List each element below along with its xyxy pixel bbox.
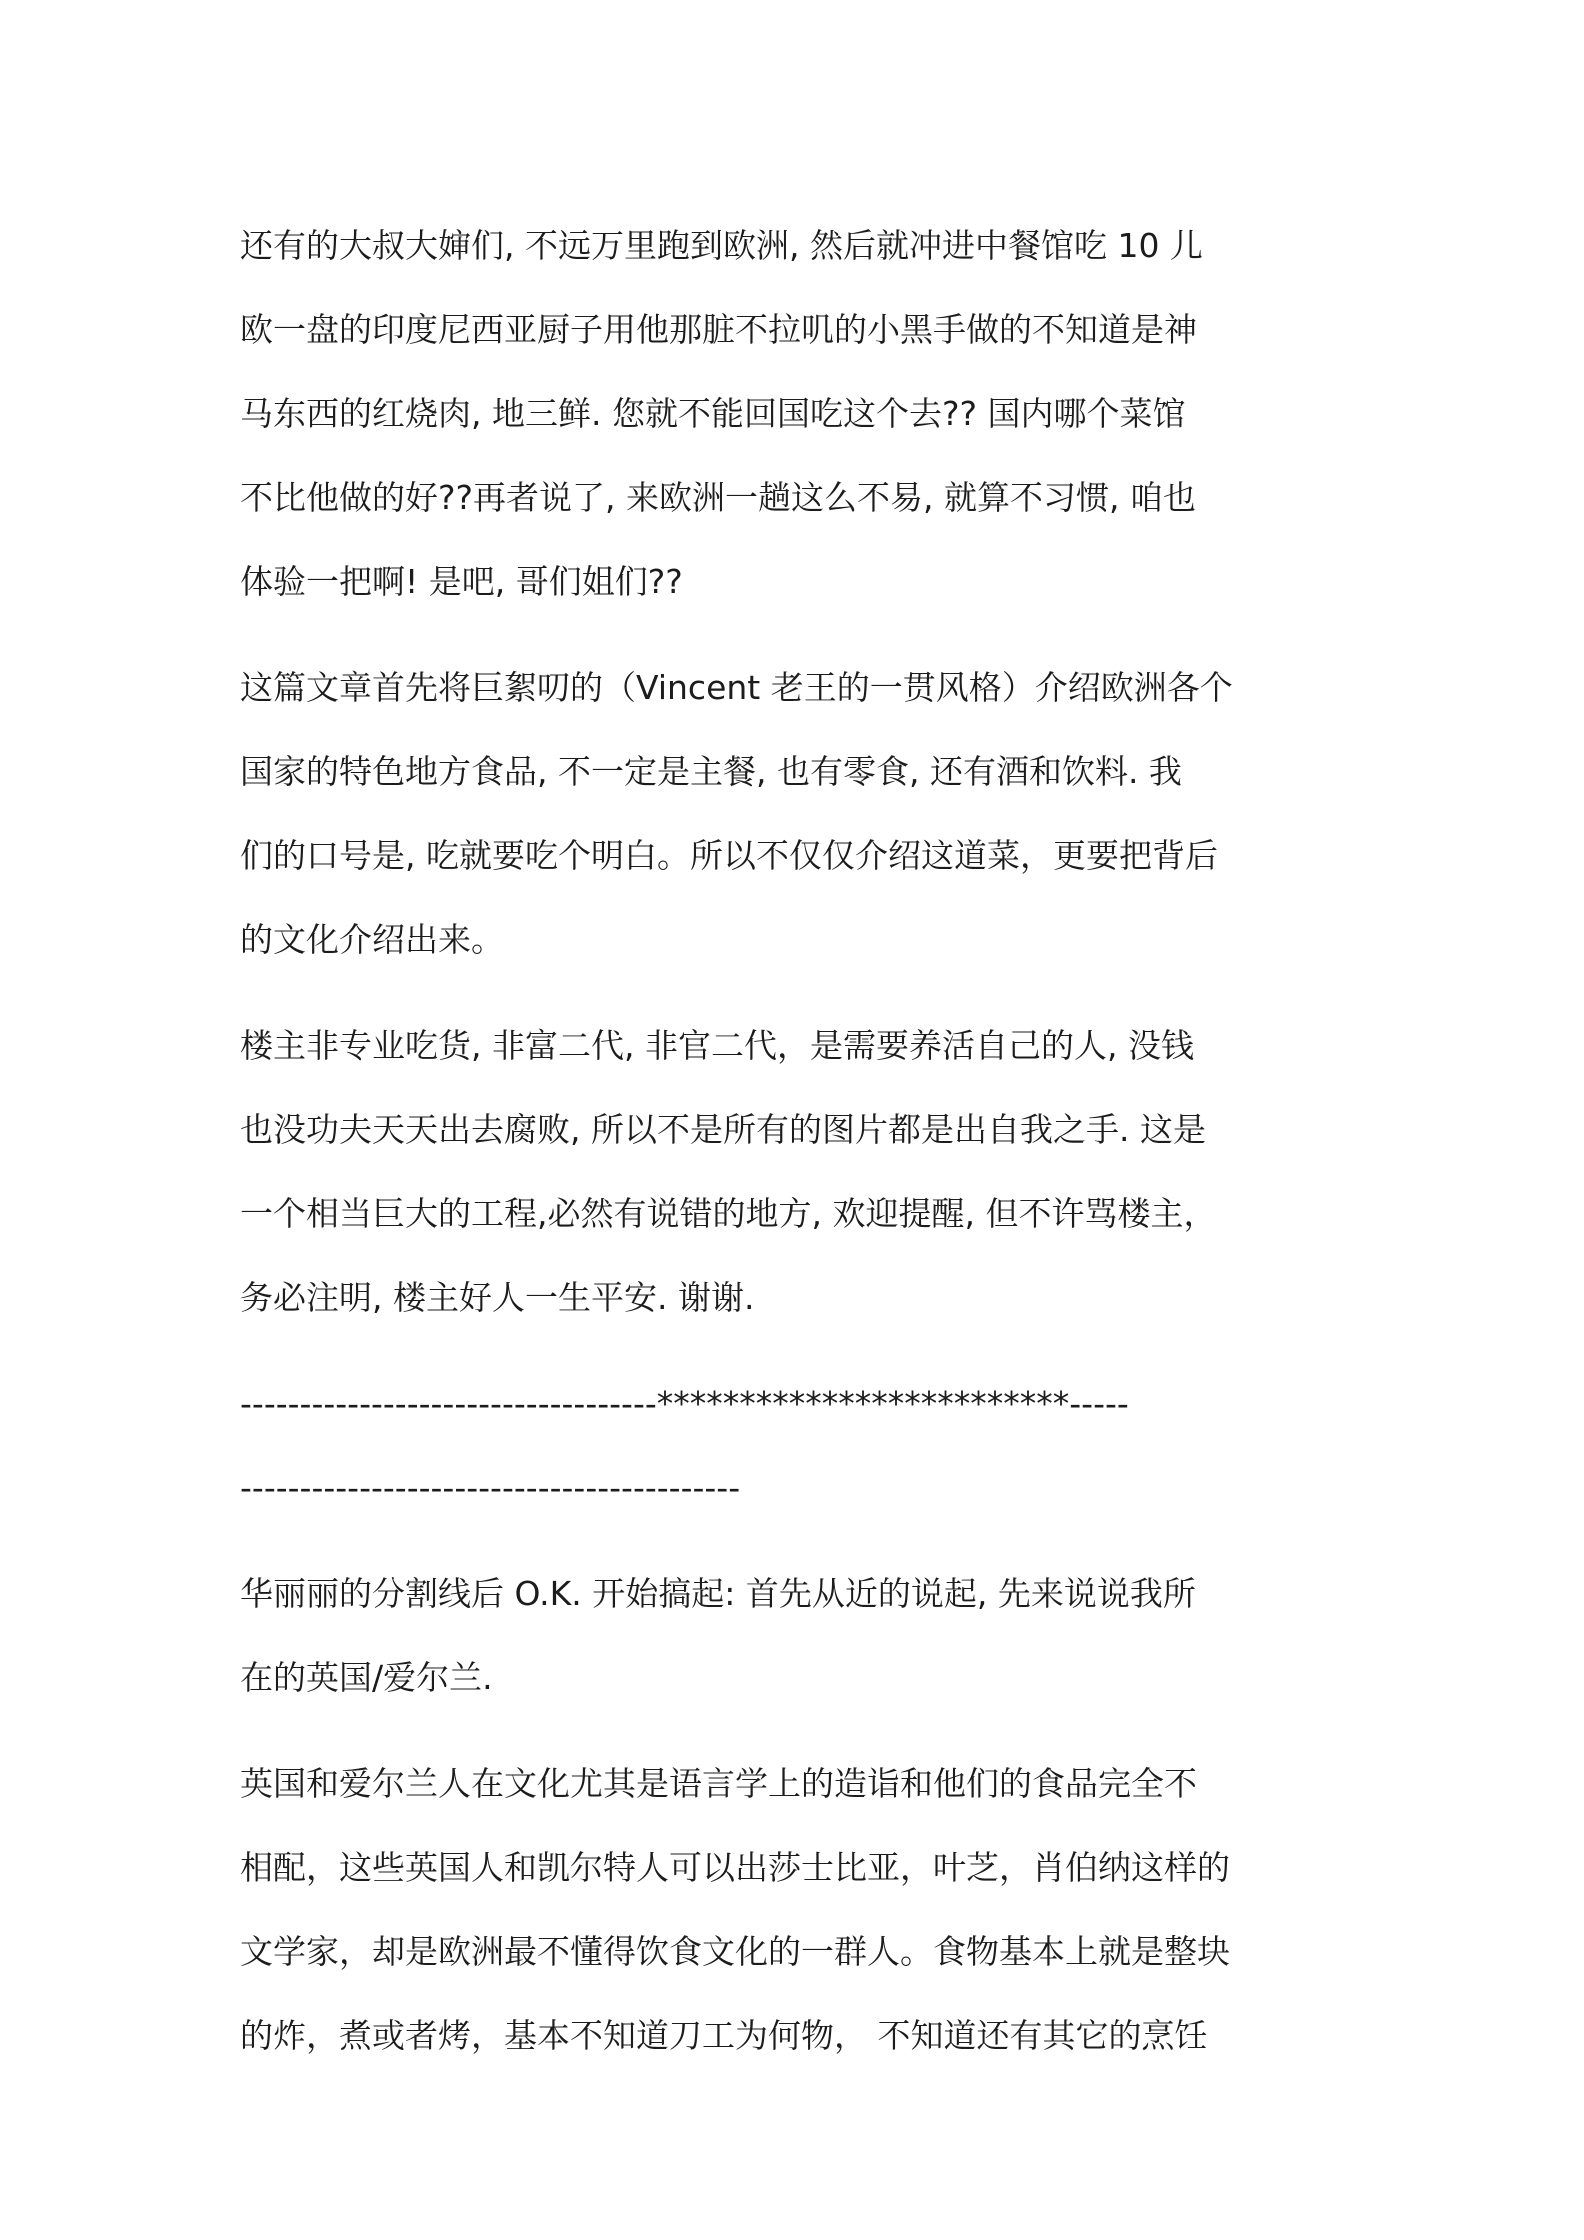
paragraph-disclaimer <box>240 1004 1350 1340</box>
text-line: 的文化介绍出来。 <box>240 920 504 959</box>
text-line: 这篇文章首先将巨絮叨的（Vincent 老王的一贯风格）介绍欧洲各个 <box>240 668 1233 707</box>
text-line: 务必注明, 楼主好人一生平安. 谢谢. <box>240 1278 755 1317</box>
text-line: 还有的大叔大婶们, 不远万里跑到欧洲, 然后就冲进中餐馆吃 10 儿 <box>240 226 1203 265</box>
text-line: 也没功夫天天出去腐败, 所以不是所有的图片都是出自我之手. 这是 <box>240 1110 1206 1149</box>
divider-line-1: -----------------------------------*************************----- <box>240 1384 1129 1423</box>
text-line: 体验一把啊! 是吧, 哥们姐们?? <box>240 562 683 601</box>
text-line: 欧一盘的印度尼西亚厨子用他那脏不拉叽的小黑手做的不知道是神 <box>240 310 1197 349</box>
paragraph-purpose <box>240 646 1350 982</box>
text-line: 不比他做的好??再者说了, 来欧洲一趟这么不易, 就算不习惯, 咱也 <box>240 478 1196 517</box>
text-line: 国家的特色地方食品, 不一定是主餐, 也有零食, 还有酒和饮料. 我 <box>240 752 1182 791</box>
text-line: 英国和爱尔兰人在文化尤其是语言学上的造诣和他们的食品完全不 <box>240 1764 1197 1803</box>
paragraph-intro <box>240 204 1350 624</box>
divider-line-2: ------------------------------------------ <box>240 1468 741 1507</box>
text-line: 们的口号是, 吃就要吃个明白。所以不仅仅介绍这道菜，更要把背后 <box>240 836 1218 875</box>
divider-line <box>240 1362 1350 1530</box>
text-line: 的炸，煮或者烤，基本不知道刀工为何物， 不知道还有其它的烹饪 <box>240 2016 1208 2055</box>
text-line: 马东西的红烧肉, 地三鲜. 您就不能回国吃这个去?? 国内哪个菜馆 <box>240 394 1186 433</box>
text-line: 楼主非专业吃货, 非富二代, 非官二代，是需要养活自己的人, 没钱 <box>240 1026 1194 1065</box>
text-line: 在的英国/爱尔兰. <box>240 1658 493 1697</box>
text-line: 文学家，却是欧洲最不懂得饮食文化的一群人。食物基本上就是整块 <box>240 1932 1230 1971</box>
text-line: 一个相当巨大的工程,必然有说错的地方, 欢迎提醒, 但不许骂楼主， <box>240 1194 1217 1233</box>
text-line: 华丽丽的分割线后 O.K. 开始搞起: 首先从近的说起, 先来说说我所 <box>240 1574 1196 1613</box>
paragraph-start <box>240 1552 1350 1720</box>
paragraph-uk-ireland <box>240 1742 1350 2078</box>
text-line: 相配，这些英国人和凯尔特人可以出莎士比亚，叶芝，肖伯纳这样的 <box>240 1848 1230 1887</box>
document-body <box>240 204 1350 2100</box>
